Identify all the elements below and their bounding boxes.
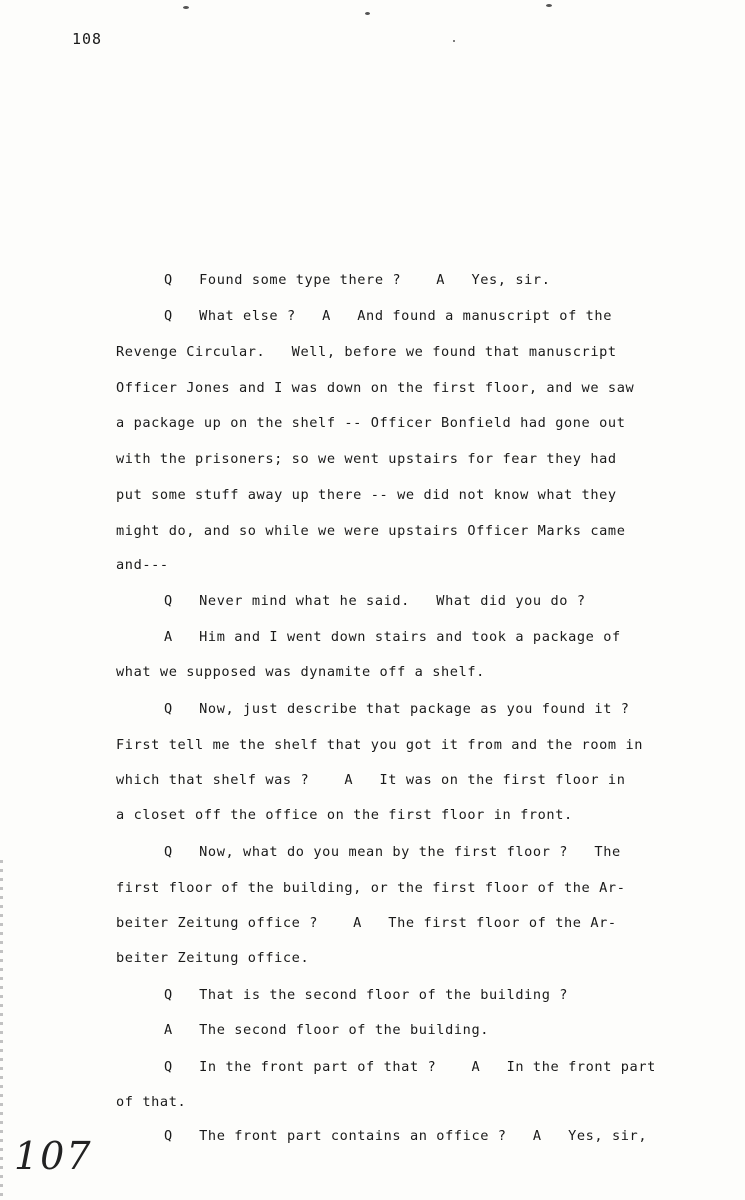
scan-speck: [365, 12, 370, 15]
page-number: 108: [72, 30, 103, 48]
transcript-line: a closet off the office on the first floor in front.: [116, 807, 573, 823]
transcript-line: Q In the front part of that ? A In the front part: [164, 1059, 656, 1075]
scan-speck: [183, 6, 189, 9]
transcript-line: with the prisoners; so we went upstairs for fear they had: [116, 451, 617, 467]
transcript-line: a package up on the shelf -- Officer Bonfield had gone out: [116, 415, 626, 431]
scan-edge: [0, 860, 3, 1200]
transcript-line: put some stuff away up there -- we did not know what they: [116, 487, 617, 503]
transcript-line: beiter Zeitung office ? A The first floor of the Ar-: [116, 915, 617, 931]
transcript-line: Q Now, what do you mean by the first floor ? The: [164, 844, 621, 860]
scan-speck: [453, 40, 455, 42]
transcript-line: Revenge Circular. Well, before we found that manuscript: [116, 344, 617, 360]
transcript-line: Officer Jones and I was down on the first floor, and we saw: [116, 380, 635, 396]
transcript-line: beiter Zeitung office.: [116, 950, 310, 966]
transcript-line: what we supposed was dynamite off a shelf.: [116, 664, 485, 680]
transcript-line: A The second floor of the building.: [164, 1022, 490, 1038]
transcript-line: First tell me the shelf that you got it from and the room in: [116, 737, 644, 753]
transcript-line: A Him and I went down stairs and took a package of: [164, 629, 621, 645]
transcript-line: might do, and so while we were upstairs Officer Marks came: [116, 523, 626, 539]
scan-speck: [546, 4, 552, 7]
transcript-line: Q Found some type there ? A Yes, sir.: [164, 272, 551, 288]
transcript-line: which that shelf was ? A It was on the first floor in: [116, 772, 626, 788]
transcript-line: of that.: [116, 1094, 187, 1110]
transcript-line: Q Never mind what he said. What did you do ?: [164, 593, 586, 609]
transcript-line: Q What else ? A And found a manuscript of the: [164, 308, 612, 324]
transcript-line: first floor of the building, or the first floor of the Ar-: [116, 880, 626, 896]
handwritten-page-number: 107: [14, 1134, 93, 1178]
transcript-line: and---: [116, 557, 169, 573]
transcript-line: Q Now, just describe that package as you found it ?: [164, 701, 630, 717]
transcript-line: Q The front part contains an office ? A Yes, sir,: [164, 1128, 648, 1144]
transcript-line: Q That is the second floor of the building ?: [164, 987, 569, 1003]
